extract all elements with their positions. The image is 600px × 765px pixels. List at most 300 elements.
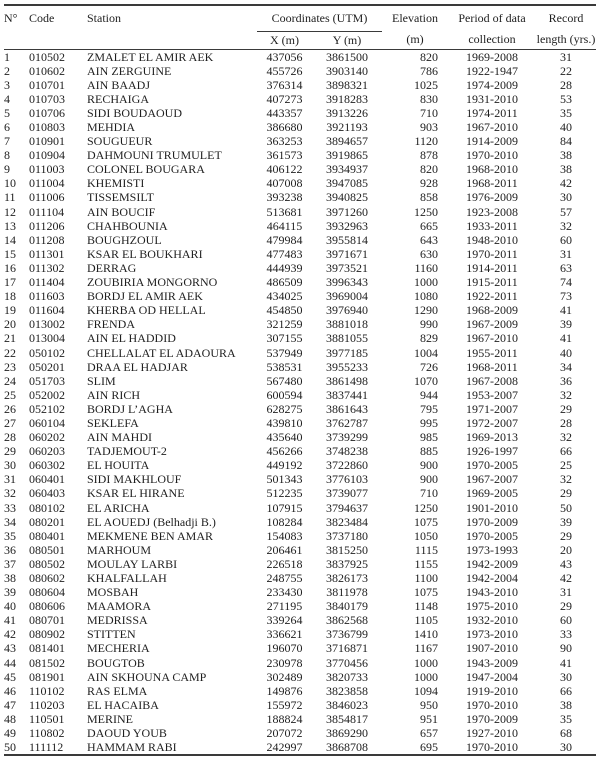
cell-record: 41: [560, 331, 572, 346]
cell-period: 1968-2009: [466, 303, 518, 318]
cell-code: 080604: [29, 585, 65, 600]
cell-period: 1931-2010: [466, 91, 518, 106]
cell-record: 73: [560, 289, 572, 304]
cell-code: 080401: [29, 528, 65, 543]
cell-x: 207072: [266, 726, 303, 741]
cell-code: 110501: [29, 711, 65, 726]
cell-elev: 1070: [414, 373, 438, 388]
header-record-sub: length (yrs.): [536, 32, 596, 47]
cell-station: MECHERIA: [87, 641, 150, 656]
cell-record: 22: [560, 63, 572, 78]
cell-code: 011604: [29, 303, 65, 318]
cell-record: 38: [560, 697, 572, 712]
cell-station: EL ARICHA: [87, 500, 150, 515]
cell-code: 060403: [29, 486, 65, 501]
cell-x: 230978: [266, 655, 303, 670]
cell-x: 444939: [266, 260, 303, 275]
cell-x: 407008: [266, 176, 303, 191]
cell-record: 60: [560, 232, 572, 247]
table-row: [4, 641, 596, 655]
cell-n: 19: [4, 303, 16, 318]
cell-x: 486509: [266, 275, 303, 290]
cell-station: MAAMORA: [87, 599, 152, 614]
table-row: [4, 599, 596, 613]
cell-record: 36: [560, 373, 572, 388]
cell-elev: 1167: [414, 641, 438, 656]
cell-elev: 1000: [414, 669, 438, 684]
table-row: [4, 162, 596, 176]
cell-period: 1926-1997: [466, 444, 518, 459]
table-row: [4, 430, 596, 444]
cell-elev: 726: [420, 359, 438, 374]
cell-period: 1974-2011: [466, 105, 518, 120]
cell-n: 11: [4, 190, 16, 205]
cell-y: 3898321: [326, 77, 368, 92]
cell-code: 110203: [29, 697, 65, 712]
cell-y: 3996343: [326, 275, 368, 290]
cell-n: 16: [4, 260, 16, 275]
cell-record: 32: [560, 387, 572, 402]
cell-period: 1967-2008: [466, 373, 518, 388]
cell-period: 1968-2011: [466, 176, 518, 191]
cell-code: 011104: [29, 204, 65, 219]
table-row: [4, 176, 596, 190]
cell-code: 011603: [29, 289, 65, 304]
cell-code: 060302: [29, 458, 65, 473]
cell-n: 10: [4, 176, 16, 191]
cell-code: 110802: [29, 726, 65, 741]
cell-period: 1943-2009: [466, 655, 518, 670]
cell-y: 3913226: [326, 105, 368, 120]
cell-station: DAHMOUNI TRUMULET: [87, 148, 222, 163]
cell-x: 196070: [266, 641, 303, 656]
cell-code: 010706: [29, 105, 65, 120]
cell-x: 307155: [266, 331, 303, 346]
cell-y: 3940825: [326, 190, 368, 205]
cell-station: DAOUD YOUB: [87, 726, 167, 741]
cell-elev: 630: [420, 246, 438, 261]
cell-x: 501343: [266, 472, 303, 487]
cell-record: 53: [560, 91, 572, 106]
cell-code: 010803: [29, 120, 65, 135]
table-row: [4, 331, 596, 345]
cell-record: 31: [560, 49, 572, 64]
cell-station: TISSEMSILT: [87, 190, 154, 205]
cell-y: 3811978: [326, 585, 368, 600]
table-row: [4, 458, 596, 472]
cell-period: 1901-2010: [466, 500, 518, 515]
cell-n: 48: [4, 711, 16, 726]
header-station: Station: [87, 11, 122, 25]
cell-n: 22: [4, 345, 16, 360]
cell-elev: 1025: [414, 77, 438, 92]
cell-code: 010703: [29, 91, 65, 106]
cell-y: 3815250: [326, 542, 368, 557]
cell-n: 41: [4, 613, 16, 628]
cell-code: 011301: [29, 246, 65, 261]
cell-x: 456266: [266, 444, 303, 459]
cell-record: 84: [560, 134, 572, 149]
cell-station: MOULAY LARBI: [87, 556, 178, 571]
cell-y: 3977185: [326, 345, 368, 360]
cell-n: 43: [4, 641, 16, 656]
cell-n: 18: [4, 289, 16, 304]
cell-station: COLONEL BOUGARA: [87, 162, 205, 177]
cell-record: 66: [560, 444, 572, 459]
cell-record: 90: [560, 641, 572, 656]
cell-x: 454850: [266, 303, 303, 318]
cell-station: TADJEMOUT-2: [87, 444, 167, 459]
table-row: [4, 120, 596, 134]
cell-y: 3861500: [326, 49, 368, 64]
cell-y: 3861643: [326, 401, 368, 416]
cell-y: 3869290: [326, 726, 368, 741]
table-row: [4, 345, 596, 359]
table-row: [4, 49, 596, 64]
cell-station: AIN SKHOUNA CAMP: [87, 669, 207, 684]
cell-period: 1967-2010: [466, 120, 518, 135]
cell-code: 111112: [29, 740, 64, 755]
cell-code: 011208: [29, 232, 65, 247]
cell-period: 1947-2004: [466, 669, 518, 684]
cell-elev: 995: [420, 415, 438, 430]
cell-y: 3837441: [326, 387, 368, 402]
cell-period: 1967-2010: [466, 331, 518, 346]
cell-elev: 830: [420, 91, 438, 106]
cell-record: 29: [560, 486, 572, 501]
cell-n: 3: [4, 77, 10, 92]
table-row: [4, 444, 596, 458]
cell-x: 628275: [266, 401, 303, 416]
cell-n: 8: [4, 148, 10, 163]
cell-y: 3955233: [326, 359, 368, 374]
cell-elev: 795: [420, 401, 438, 416]
cell-period: 1955-2011: [466, 345, 518, 360]
cell-y: 3934937: [326, 162, 368, 177]
cell-station: SOUGUEUR: [87, 134, 153, 149]
cell-period: 1975-2010: [466, 599, 518, 614]
table-row: [4, 501, 596, 515]
cell-elev: 1250: [414, 500, 438, 515]
cell-y: 3722860: [326, 458, 368, 473]
cell-elev: 900: [420, 458, 438, 473]
cell-code: 060203: [29, 444, 65, 459]
cell-n: 39: [4, 585, 16, 600]
cell-station: SLIM: [87, 373, 116, 388]
cell-x: 434025: [266, 289, 303, 304]
cell-n: 24: [4, 373, 16, 388]
cell-station: SIDI BOUDAOUD: [87, 105, 182, 120]
cell-x: 600594: [266, 387, 303, 402]
cell-elev: 944: [420, 387, 438, 402]
cell-x: 233430: [266, 585, 303, 600]
cell-elev: 829: [420, 331, 438, 346]
cell-record: 35: [560, 105, 572, 120]
cell-x: 271195: [266, 599, 303, 614]
cell-code: 060401: [29, 472, 65, 487]
cell-period: 1970-2009: [466, 711, 518, 726]
table-row: [4, 472, 596, 486]
cell-x: 248755: [266, 571, 303, 586]
table-row: [4, 275, 596, 289]
cell-code: 060202: [29, 430, 65, 445]
cell-station: MEHDIA: [87, 120, 135, 135]
cell-record: 39: [560, 317, 572, 332]
cell-n: 31: [4, 472, 16, 487]
cell-n: 26: [4, 401, 16, 416]
cell-elev: 990: [420, 317, 438, 332]
cell-code: 011404: [29, 275, 65, 290]
cell-station: SIDI MAKHLOUF: [87, 472, 182, 487]
cell-y: 3947085: [326, 176, 368, 191]
cell-record: 39: [560, 514, 572, 529]
cell-elev: 1080: [414, 289, 438, 304]
cell-period: 1974-2009: [466, 77, 518, 92]
cell-elev: 820: [420, 162, 438, 177]
table-row: [4, 388, 596, 402]
cell-x: 339264: [266, 613, 303, 628]
cell-period: 1968-2010: [466, 162, 518, 177]
table-row: [4, 92, 596, 106]
table-row: [4, 190, 596, 204]
cell-x: 512235: [266, 486, 303, 501]
cell-record: 35: [560, 711, 572, 726]
cell-period: 1976-2009: [466, 190, 518, 205]
cell-n: 9: [4, 162, 10, 177]
cell-station: EL HACAIBA: [87, 697, 159, 712]
cell-y: 3826173: [326, 571, 368, 586]
table-row: [4, 571, 596, 585]
cell-n: 25: [4, 387, 16, 402]
cell-record: 20: [560, 542, 572, 557]
cell-code: 080102: [29, 500, 65, 515]
cell-x: 206461: [266, 542, 303, 557]
cell-code: 081401: [29, 641, 65, 656]
cell-record: 57: [560, 204, 572, 219]
cell-station: SEKLEFA: [87, 415, 139, 430]
cell-period: 1973-1993: [466, 542, 518, 557]
table-row: [4, 585, 596, 599]
cell-y: 3955814: [326, 232, 368, 247]
header-period-sub: collection: [468, 32, 516, 47]
cell-n: 44: [4, 655, 16, 670]
cell-y: 3881055: [326, 331, 368, 346]
table-row: [4, 148, 596, 162]
table-row: [4, 740, 596, 755]
cell-elev: 786: [420, 63, 438, 78]
cell-record: 38: [560, 148, 572, 163]
cell-period: 1948-2010: [466, 232, 518, 247]
cell-x: 226518: [266, 556, 303, 571]
cell-record: 30: [560, 740, 572, 755]
cell-period: 1914-2009: [466, 134, 518, 149]
cell-x: 435640: [266, 430, 303, 445]
cell-station: BOUGTOB: [87, 655, 145, 670]
cell-station: MEKMENE BEN AMAR: [87, 528, 214, 543]
cell-elev: 1115: [414, 542, 438, 557]
cell-n: 29: [4, 444, 16, 459]
cell-y: 3881018: [326, 317, 368, 332]
cell-y: 3739077: [326, 486, 368, 501]
cell-y: 3837925: [326, 556, 368, 571]
cell-elev: 985: [420, 430, 438, 445]
cell-record: 32: [560, 472, 572, 487]
cell-station: AIN RICH: [87, 387, 140, 402]
cell-record: 33: [560, 627, 572, 642]
cell-x: 149876: [266, 683, 303, 698]
cell-code: 050201: [29, 359, 65, 374]
cell-code: 080501: [29, 542, 65, 557]
cell-n: 6: [4, 120, 10, 135]
table-row: [4, 613, 596, 627]
cell-record: 28: [560, 77, 572, 92]
cell-n: 28: [4, 430, 16, 445]
cell-station: KSAR EL BOUKHARI: [87, 246, 203, 261]
cell-record: 42: [560, 571, 572, 586]
cell-code: 080606: [29, 599, 65, 614]
cell-n: 45: [4, 669, 16, 684]
cell-station: MARHOUM: [87, 542, 152, 557]
cell-period: 1942-2004: [466, 571, 518, 586]
cell-period: 1923-2008: [466, 204, 518, 219]
cell-code: 011004: [29, 176, 65, 191]
cell-period: 1971-2007: [466, 401, 518, 416]
cell-elev: 1148: [414, 599, 438, 614]
cell-station: KHALFALLAH: [87, 571, 167, 586]
cell-n: 13: [4, 218, 16, 233]
table-row: [4, 656, 596, 670]
cell-station: AIN EL HADDID: [87, 331, 176, 346]
cell-x: 336621: [266, 627, 303, 642]
cell-elev: 1075: [414, 514, 438, 529]
cell-n: 14: [4, 232, 16, 247]
cell-n: 46: [4, 683, 16, 698]
cell-station: BORDJ L’AGHA: [87, 401, 173, 416]
cell-station: EL HOUITA: [87, 458, 150, 473]
cell-elev: 1075: [414, 585, 438, 600]
cell-period: 1922-2011: [466, 289, 518, 304]
table-row: [4, 515, 596, 529]
table-row: [4, 64, 596, 78]
cell-record: 60: [560, 613, 572, 628]
cell-code: 080602: [29, 571, 65, 586]
cell-elev: 1290: [414, 303, 438, 318]
header-n: N°: [4, 11, 18, 25]
cell-x: 455726: [266, 63, 303, 78]
cell-period: 1967-2007: [466, 472, 518, 487]
cell-n: 34: [4, 514, 16, 529]
cell-period: 1970-2005: [466, 528, 518, 543]
cell-code: 052002: [29, 387, 65, 402]
cell-code: 110102: [29, 683, 65, 698]
cell-x: 439810: [266, 415, 303, 430]
cell-code: 011302: [29, 260, 65, 275]
table-row: [4, 670, 596, 684]
cell-period: 1907-2010: [466, 641, 518, 656]
cell-code: 013002: [29, 317, 65, 332]
cell-code: 011006: [29, 190, 65, 205]
cell-x: 108284: [266, 514, 303, 529]
cell-n: 33: [4, 500, 16, 515]
cell-n: 47: [4, 697, 16, 712]
table-row: [4, 712, 596, 726]
cell-y: 3894657: [326, 134, 368, 149]
cell-station: RAS ELMA: [87, 683, 148, 698]
cell-y: 3823858: [326, 683, 368, 698]
table-row: [4, 402, 596, 416]
cell-code: 010502: [29, 49, 65, 64]
cell-record: 50: [560, 500, 572, 515]
cell-x: 302489: [266, 669, 303, 684]
cell-station: EL AOUEDJ (Belhadji B.): [87, 514, 216, 529]
cell-code: 010901: [29, 134, 65, 149]
cell-code: 081502: [29, 655, 65, 670]
cell-elev: 1050: [414, 528, 438, 543]
cell-record: 34: [560, 359, 572, 374]
cell-period: 1942-2009: [466, 556, 518, 571]
cell-record: 31: [560, 246, 572, 261]
cell-y: 3762787: [326, 415, 368, 430]
cell-code: 011206: [29, 218, 65, 233]
cell-n: 7: [4, 134, 10, 149]
cell-x: 376314: [266, 77, 303, 92]
cell-record: 32: [560, 430, 572, 445]
table-row: [4, 360, 596, 374]
cell-record: 40: [560, 120, 572, 135]
table-header: [4, 5, 596, 49]
cell-n: 35: [4, 528, 16, 543]
cell-n: 42: [4, 627, 16, 642]
header-code: Code: [29, 11, 55, 25]
cell-period: 1922-1947: [466, 63, 518, 78]
cell-elev: 643: [420, 232, 438, 247]
cell-period: 1943-2010: [466, 585, 518, 600]
cell-n: 36: [4, 542, 16, 557]
cell-station: AIN MAHDI: [87, 430, 152, 445]
cell-elev: 710: [420, 486, 438, 501]
cell-period: 1927-2010: [466, 726, 518, 741]
cell-y: 3969004: [326, 289, 368, 304]
table-row: [4, 134, 596, 148]
cell-y: 3739299: [326, 430, 368, 445]
cell-x: 363253: [266, 134, 303, 149]
cell-x: 407273: [266, 91, 303, 106]
table-row: [4, 233, 596, 247]
cell-y: 3903140: [326, 63, 368, 78]
cell-station: RECHAIGA: [87, 91, 149, 106]
cell-n: 17: [4, 275, 16, 290]
cell-record: 68: [560, 726, 572, 741]
cell-code: 010602: [29, 63, 65, 78]
cell-elev: 1155: [414, 556, 438, 571]
cell-period: 1932-2010: [466, 613, 518, 628]
cell-y: 3748238: [326, 444, 368, 459]
cell-station: AIN BOUCIF: [87, 204, 156, 219]
cell-code: 080502: [29, 556, 65, 571]
cell-period: 1970-2011: [466, 246, 518, 261]
cell-elev: 1160: [414, 260, 438, 275]
header-coordinates-group: Coordinates (UTM): [257, 5, 382, 31]
cell-station: MEDRISSA: [87, 613, 148, 628]
cell-period: 1970-2005: [466, 458, 518, 473]
cell-y: 3921193: [326, 120, 368, 135]
cell-record: 29: [560, 599, 572, 614]
cell-code: 051703: [29, 373, 65, 388]
cell-station: HAMMAM RABI: [87, 740, 177, 755]
cell-record: 74: [560, 275, 572, 290]
cell-x: 464115: [266, 218, 303, 233]
cell-n: 21: [4, 331, 16, 346]
